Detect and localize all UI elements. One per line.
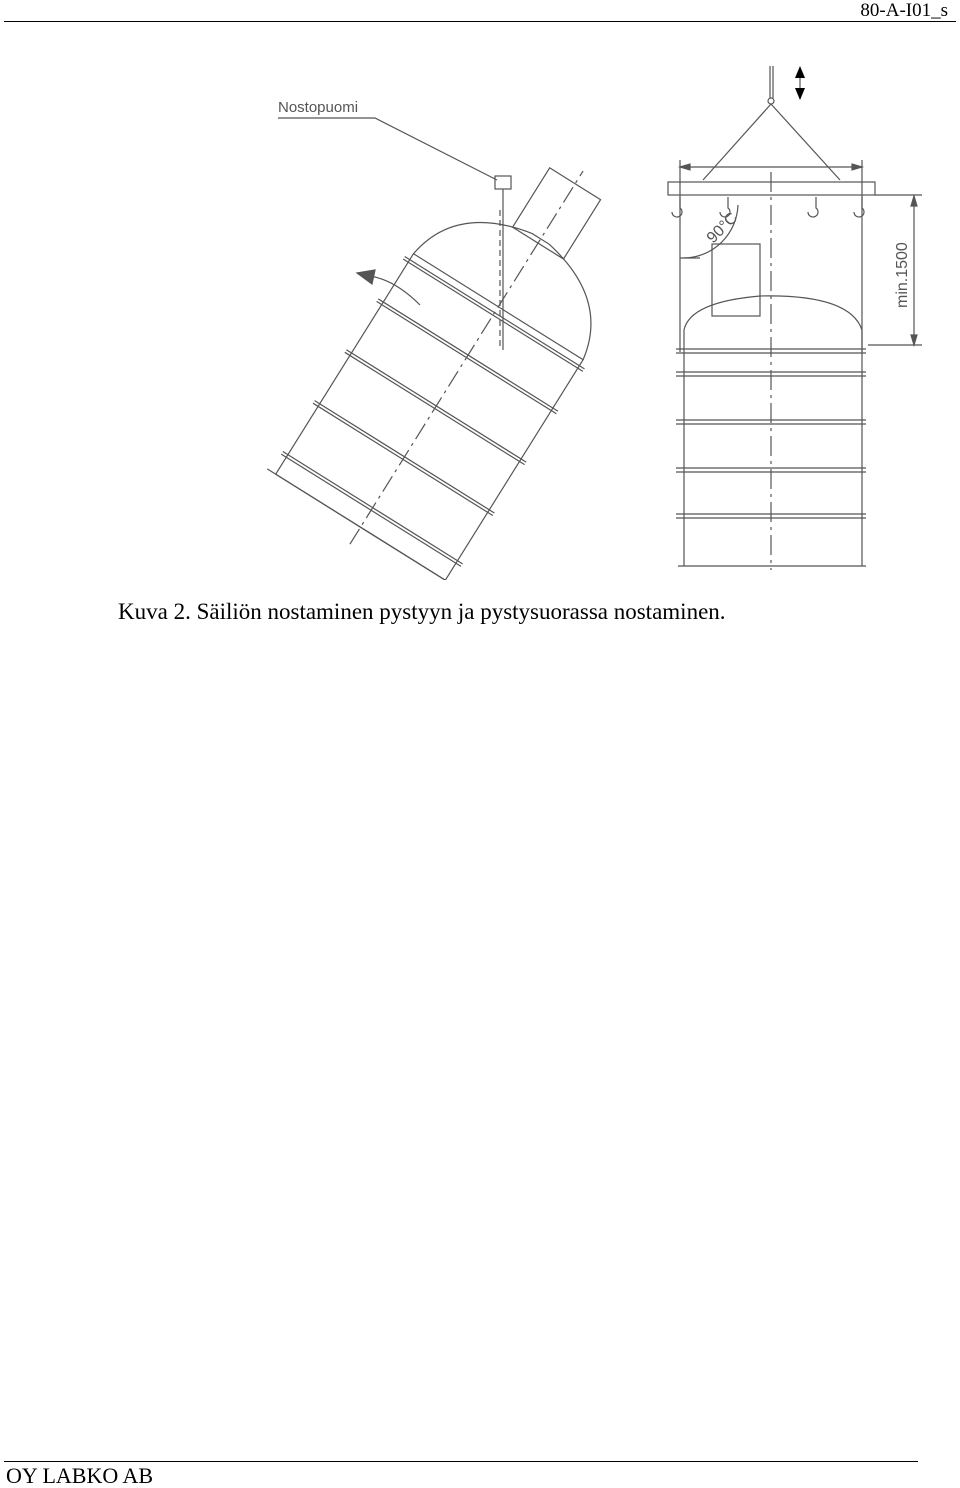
tilted-tank: [257, 99, 677, 580]
boom-label: Nostopuomi: [278, 99, 359, 116]
lifting-diagram: [0, 40, 960, 580]
company-name: OY LABKO AB: [6, 1463, 154, 1488]
header-divider: [4, 21, 956, 22]
angle-label: 90°C: [703, 209, 742, 247]
upright-tank: [668, 66, 922, 570]
min-distance-label: min.1500: [894, 242, 911, 308]
rotation-arrow: [370, 276, 420, 305]
boom-attachment: [495, 176, 511, 189]
document-code: 80-A-I01_s: [860, 0, 948, 21]
boom-leader-line: [278, 118, 497, 180]
footer-divider: [4, 1461, 918, 1462]
figure-caption: Kuva 2. Säiliön nostaminen pystyyn ja pystysuorassa nostaminen.: [118, 599, 726, 624]
